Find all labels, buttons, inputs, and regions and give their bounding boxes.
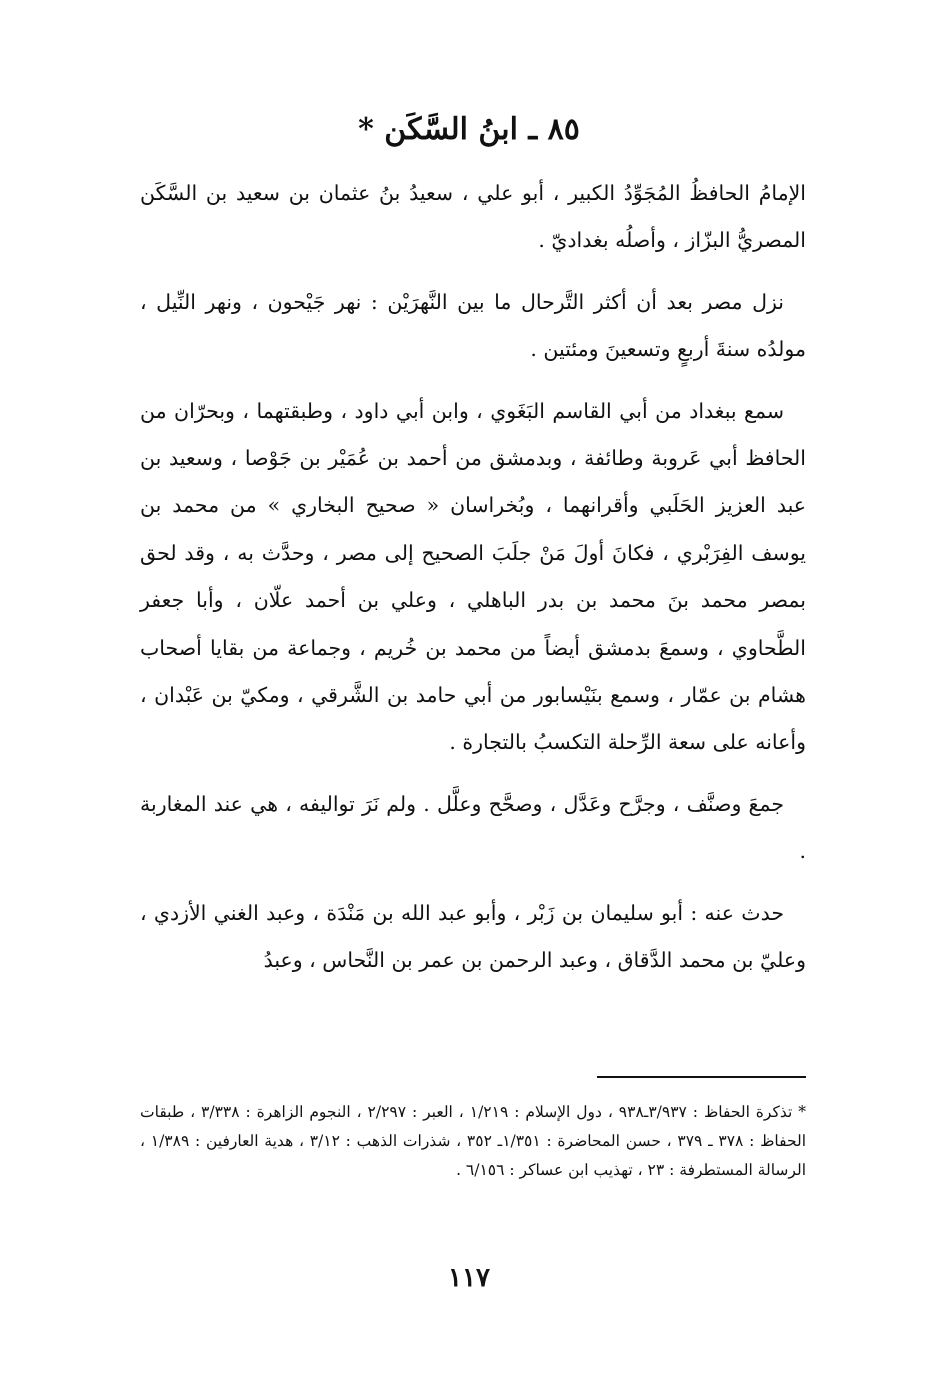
paragraph-intro: الإمامُ الحافظُ المُجَوِّدُ الكبير ، أبو علي ، سعيدُ بنُ عثمان بن سعيد بن السَّكَن المصريُّ البزّاز ، وأصلُه بغداديّ . xyxy=(140,181,806,253)
paragraph-residence: نزل مصر بعد أن أكثر التَّرحال ما بين النَّهرَيْن : نهر جَيْحون ، ونهر النِّيل ، مولدُه سنةَ أربعٍ وتسعينَ ومئتين . xyxy=(140,289,806,362)
entry-title: ٨٥ ـ ابنُ السَّكَن * xyxy=(358,112,580,147)
paragraph-students: حدث عنه : أبو سليمان بن زَبْر ، وأبو عبد الله بن مَنْدَة ، وعبد الغني الأزدي ، وعليّ بن محمد الدَّقاق ، وعبد الرحمن بن عمر بن النَّحاس ، وعبدُ xyxy=(140,900,806,973)
page-number: ١١٧ xyxy=(448,1263,490,1293)
paragraph-works: جمعَ وصنَّف ، وجرَّح وعَدَّل ، وصحَّح وعلَّل . ولم نَرَ تواليفه ، هي عند المغاربة . xyxy=(140,791,806,864)
footnote: * تذكرة الحفاظ : ٣/٩٣٧ـ٩٣٨ ، دول الإسلام : ١/٢١٩ ، العبر : ٢/٢٩٧ ، النجوم الزاهرة : ٣/٣٣٨ ، طبقات الحفاظ : ٣٧٨ ـ ٣٧٩ ، حسن المحاضرة : ١/٣٥١ـ ٣٥٢ ، شذرات الذهب : ٣/١٢ ، هدية العارفين : ١/٣٨٩ ، الرسالة المستطرفة : ٢٣ ، تهذيب ابن عساكر : ٦/١٥٦ . xyxy=(140,1103,807,1179)
paragraph-teachers: سمع ببغداد من أبي القاسم البَغَوي ، وابن أبي داود ، وطبقتهما ، وبحرّان من الحافظ أبي عَروبة وطائفة ، وبدمشق من أحمد بن عُمَيْر بن جَوْصا ، وسعيد بن عبد العزيز الحَلَبي وأقرانهما ، وبُخراسان « صحيح البخاري » من محمد بن يوسف الفِرَبْري ، فكانَ أولَ مَنْ جلَبَ الصحيح إلى مصر ، وحدَّث به ، وقد لحق بمصر محمد بنَ محمد بن بدر الباهلي ، وعلي بن أحمد علّان ، وأبا جعفر الطَّحاوي ، وسمعَ بدمشق أيضاً من محمد بن خُريم ، وجماعة من بقايا أصحاب هشام بن عمّار ، وسمع بنَيْسابور من أبي حامد بن الشَّرقي ، ومكيّ بن عَبْدان ، وأعانه على سعة الرِّحلة التكسبُ بالتجارة . xyxy=(140,398,806,755)
footnote-separator xyxy=(597,1076,806,1078)
main-text xyxy=(140,170,806,999)
